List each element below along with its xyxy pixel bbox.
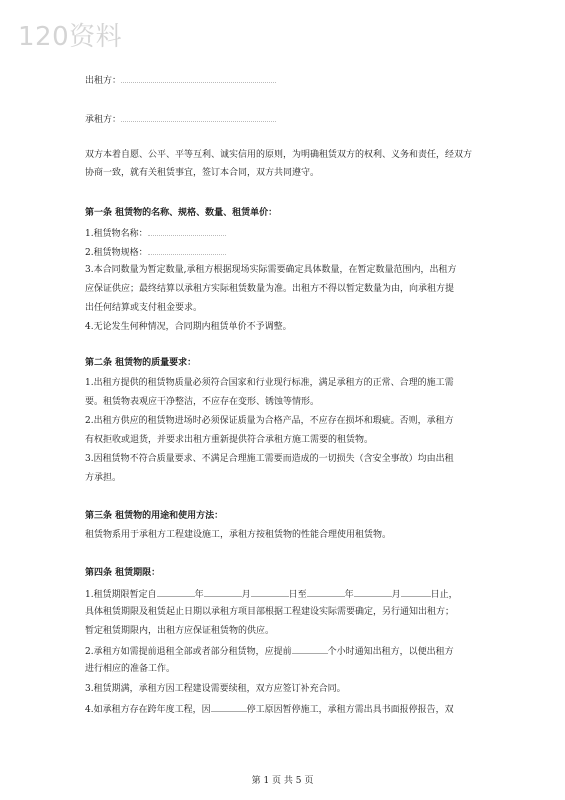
article-1-item-3-line-1: 3.本合同数量为暂定数量,承租方根据现场实际需要确定具体数量，在暂定数量范围内，出租方 — [85, 265, 457, 275]
start-month-blank — [204, 587, 242, 597]
article-2-item-2-line-1: 2.出租方供应的租赁物进场时必须保证质量为合格产品，不应存在损坏和瑕疵。否则，承租方 — [85, 416, 454, 426]
hours-blank — [292, 644, 328, 654]
end-month-blank — [354, 587, 392, 597]
article-4-item-1-line-1 — [85, 587, 458, 601]
article-4-item-1-line-2: 具体租赁期限及租赁起止日期以承租方项目部根据工程建设实际需要确定，另行通知出租方； — [85, 607, 455, 617]
article-2-item-3-line-2: 方承担。 — [85, 473, 122, 483]
lessor-label: 出租方： — [85, 76, 122, 86]
start-day-blank — [251, 587, 289, 597]
spec-blank — [148, 245, 226, 255]
lessee-blank — [121, 112, 276, 122]
text-part: 年 — [194, 590, 204, 600]
end-year-blank — [307, 587, 345, 597]
article-4-heading: 第四条 租赁期限： — [85, 568, 161, 578]
reason-blank — [211, 702, 247, 712]
preamble-line-1: 双方本着自愿、公平、平等互利、诚实信用的原则，为明确租赁双方的权利、义务和责任，经双方 — [85, 150, 473, 160]
name-blank — [148, 226, 226, 236]
item-text: 1.租赁物名称： — [85, 229, 148, 239]
article-3-heading: 第三条 租赁物的用途和使用方法： — [85, 511, 224, 521]
item-text: 2.租赁物规格： — [85, 248, 148, 258]
article-1-item-1 — [85, 226, 226, 240]
article-2-item-2-line-2: 有权拒收或退货，并要求出租方重新提供符合承租方施工需要的租赁物。 — [85, 435, 374, 445]
article-2-item-1-line-1: 1.出租方提供的租赁物质量必须符合国家和行业现行标准，满足承租方的正常、合理的施工需 — [85, 378, 454, 388]
preamble-line-2: 协商一致，就有关租赁事宜，签订本合同，双方共同遵守。 — [85, 168, 320, 178]
watermark-logo: 120资料 — [18, 22, 123, 52]
article-1-item-2 — [85, 245, 226, 259]
lessee-line — [85, 112, 276, 126]
text-part: 个小时通知出租方，以便出租方 — [327, 647, 454, 657]
article-4-item-3: 3.租赁期满，承租方因工程建设需要续租，双方应签订补充合同。 — [85, 684, 346, 694]
text-part: 年 — [344, 590, 354, 600]
lessor-blank — [121, 73, 276, 83]
article-1-item-3-line-3: 出任何结算或支付租金要求。 — [85, 303, 203, 313]
text-part: 日至 — [288, 590, 307, 600]
article-4-item-4-line-1 — [85, 702, 454, 716]
article-2-heading: 第二条 租赁物的质量要求： — [85, 358, 197, 368]
lessor-line — [85, 73, 276, 87]
article-1-item-3-line-2: 应保证供应；最终结算以承租方实际租赁数量为准。出租方不得以暂定数量为由，向承租方提 — [85, 284, 455, 294]
article-4-item-2-line-2: 进行相应的准备工作。 — [85, 664, 176, 674]
article-2-item-3-line-1: 3.因租赁物不符合质量要求、不满足合理施工需要而造成的一切损失（含安全事故）均由出租 — [85, 454, 454, 464]
article-3-text: 租赁物系用于承租方工程建设施工，承租方按租赁物的性能合理使用租赁物。 — [85, 530, 392, 540]
text-part: 日止， — [430, 590, 458, 600]
text-part: 停工原因暂停施工，承租方需出具书面报停报告，双 — [246, 705, 454, 715]
end-day-blank — [401, 587, 431, 597]
text-part: 4.如承租方存在跨年度工程，因 — [85, 705, 211, 715]
article-4-item-1-line-3: 暂定租赁期限内，出租方应保证租赁物的供应。 — [85, 626, 275, 636]
text-part: 月 — [391, 590, 401, 600]
text-part: 月 — [241, 590, 251, 600]
start-year-blank — [157, 587, 195, 597]
article-1-heading: 第一条 租赁物的名称、规格、数量、租赁单价： — [85, 208, 278, 218]
article-4-item-2-line-1 — [85, 644, 454, 658]
article-2-item-1-line-2: 要。租赁物表观应干净整洁，不应存在变形、锈蚀等情形。 — [85, 397, 320, 407]
text-part: 2.承租方如需提前退租全部或者部分租赁物，应提前 — [85, 647, 292, 657]
text-part: 1.租赁期限暂定自 — [85, 590, 157, 600]
lessee-label: 承租方： — [85, 115, 122, 125]
page-footer: 第 1 页 共 5 页 — [251, 776, 314, 786]
article-1-item-4: 4.无论发生何种情况，合同期内租赁单价不予调整。 — [85, 322, 292, 332]
